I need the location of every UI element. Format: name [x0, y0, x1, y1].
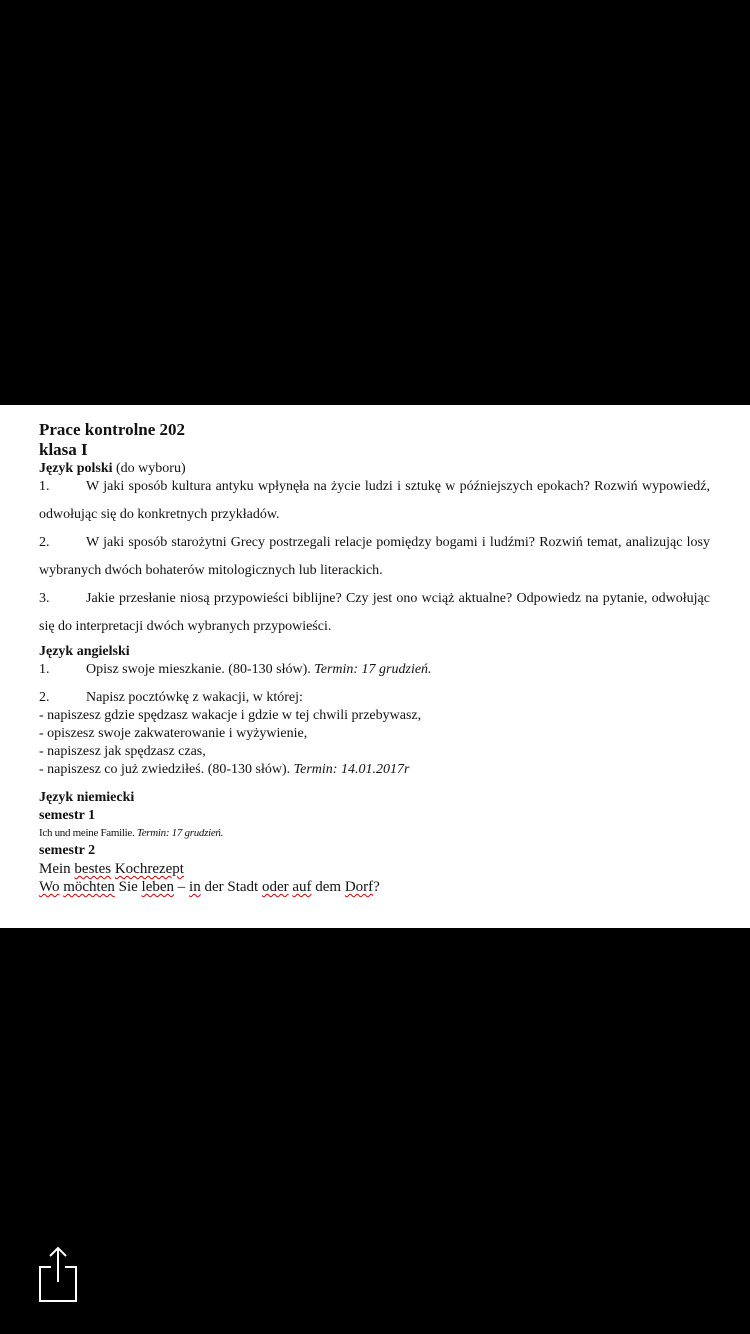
german-topic-1: Mein bestes Kochrezept [39, 861, 184, 877]
polish-heading: Język polski [39, 461, 113, 476]
polish-item-1: 1. W jaki sposób kultura antyku wpłynęła na życie ludzi i sztukę w późniejszych epokach? Rozwiń wypowiedź, odwołując się do konkretnych przykładów. [39, 479, 710, 522]
english-heading: Język angielski [39, 644, 130, 659]
share-icon [38, 1246, 78, 1302]
german-semester-1: semestr 1 [39, 808, 96, 823]
english-bullet-4-term: Termin: 14.01.2017r [293, 762, 410, 777]
polish-item-3: 3. Jakie przesłanie niosą przypowieści biblijne? Czy jest ono wciąż aktualne? Odpowiedz na pytanie, odwołując się do interpretacji dwóch wybranych przypowieści. [39, 591, 710, 634]
polish-item-2: 2. W jaki sposób starożytni Grecy postrzegali relacje pomiędzy bogami i ludźmi? Rozwiń temat, analizując losy wybranych dwóch bohaterów mitologicznych lub literackich. [39, 535, 710, 578]
english-bullet-4: - napiszesz co już zwiedziłeś. (80-130 słów). Termin: 14.01.2017r [39, 762, 410, 777]
german-semester-2: semestr 2 [39, 843, 96, 858]
document-image [0, 405, 750, 928]
document-title: Prace kontrolne 202 [39, 420, 186, 439]
english-bullet-3: - napiszesz jak spędzasz czas, [39, 744, 206, 759]
english-item-1-term: Termin: 17 grudzień. [314, 662, 432, 677]
english-bullet-1: - napiszesz gdzie spędzasz wakacje i gdzie w tej chwili przebywasz, [39, 708, 422, 723]
english-item-1: 1. Opisz swoje mieszkanie. (80-130 słów). Termin: 17 grudzień. [39, 662, 432, 677]
english-item-2: 2. Napisz pocztówkę z wakacji, w której: [39, 690, 303, 705]
class-label: klasa I [39, 440, 88, 459]
german-topic-2: Wo möchten Sie leben – in der Stadt oder auf dem Dorf? [39, 879, 380, 895]
english-bullet-2: - opiszesz swoje zakwaterowanie i wyżywienie, [39, 726, 308, 741]
german-semester-1-text: Ich und meine Familie. Termin: 17 grudzień. [39, 827, 224, 839]
share-button[interactable] [38, 1246, 78, 1302]
german-heading: Język niemiecki [39, 790, 135, 805]
polish-note: (do wyboru) [116, 461, 186, 476]
